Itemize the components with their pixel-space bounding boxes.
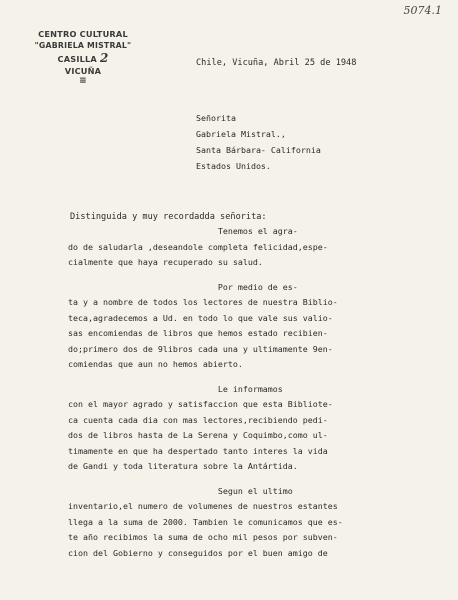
body-line: con el mayor agrado y satisfaccion que esta Bibliote-: [68, 399, 333, 409]
body-line: Tenemos el agra-: [68, 226, 298, 236]
body-line: de Gandi y toda literatura sobre la Antártida.: [68, 461, 298, 471]
letter-body: [68, 224, 448, 561]
address-line: Santa Bárbara- California: [196, 145, 321, 155]
address-line: Estados Unidos.: [196, 161, 271, 171]
letterhead-line-1: CENTRO CULTURAL: [38, 29, 128, 39]
letterhead-casilla: [28, 52, 138, 65]
body-line: cialmente que haya recuperado su salud.: [68, 257, 263, 267]
casilla-label: CASILLA: [57, 54, 97, 64]
body-line: comiendas que aun no hemos abierto.: [68, 359, 243, 369]
body-line: Segun el ultimo: [68, 485, 293, 496]
body-line: Por medio de es-: [68, 281, 298, 292]
letterhead-stamp: [28, 28, 138, 85]
body-line: do;primero dos de 9libros cada una y ultimamente 9en-: [68, 343, 333, 354]
body-line: cion del Gobierno y conseguidos por el buen amigo de: [68, 547, 328, 558]
body-line: do de saludarla ,deseandole completa felicidad,espe-: [68, 241, 328, 252]
letterhead-line-4: VICUÑA: [64, 66, 102, 76]
body-line: timamente en que ha despertado tanto interes la vida: [68, 445, 328, 456]
address-line: Gabriela Mistral.,: [196, 129, 286, 139]
letter-dateline: Chile, Vicuña, Abril 25 de 1948: [196, 58, 357, 68]
body-line: sas encomiendas de libros que hemos estado recibien-: [68, 328, 328, 338]
recipient-address: [196, 110, 321, 174]
address-line: Señorita: [196, 113, 236, 123]
body-line: teca,agradecemos a Ud. en todo lo que vale sus valio-: [68, 312, 333, 323]
paragraph-gap: [68, 373, 448, 382]
body-line: ta y a nombre de todos los lectores de nuestra Biblio-: [68, 297, 338, 307]
body-line: inventario,el numero de volumenes de nuestros estantes: [68, 501, 338, 511]
casilla-number: 2: [99, 51, 109, 65]
archive-reference: 5074.1: [403, 4, 442, 17]
letterhead-line-2: "GABRIELA MISTRAL": [34, 41, 132, 50]
body-line: llega a la suma de 2000. Tambien le comunicamos que es-: [68, 516, 343, 527]
paragraph-gap: [68, 475, 448, 484]
body-line: Le informamos: [68, 383, 283, 394]
salutation: Distinguida y muy recordadda señorita:: [70, 212, 267, 222]
body-line: te año recibimos la suma de ocho mil pesos por subven-: [68, 532, 338, 542]
paragraph-gap: [68, 271, 448, 280]
body-line: dos de libros hasta de La Serena y Coquimbo,como ul-: [68, 430, 328, 440]
body-line: ca cuenta cada dia con mas lectores,recibiendo pedi-: [68, 414, 328, 425]
letterhead-mark-icon: ≡: [79, 76, 87, 86]
